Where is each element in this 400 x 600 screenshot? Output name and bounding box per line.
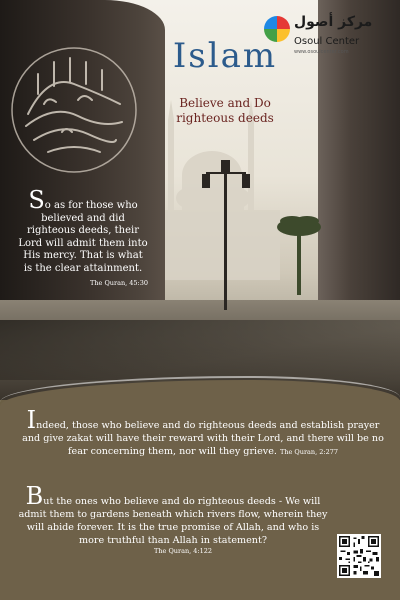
quote-dropcap: S [28,186,45,214]
floor-shadow [0,320,400,380]
logo-url: www.osoulcenter.com [294,49,349,55]
quote-dropcap: B [25,482,44,510]
quote-dropcap: I [26,406,37,434]
palm-tree [274,205,324,295]
quote-reference: The Quran, 4:122 [154,547,212,555]
quote-text: ut the ones who believe and do righteous deeds - We will admit them to gardens beneath which rivers flow, wherein they will abide forever. It is the true promise of Allah, and who is more truthful than Allah in statement? [18,496,328,546]
lamp-post [196,150,256,310]
logo-name: Osoul Center [294,36,360,47]
quote-2-277 [18,406,388,459]
quote-text: o as for those who believed and did righteous deeds, their Lord will admit them into His mercy. That is what is the clear attainment. [18,200,148,274]
qr-code[interactable] [337,534,381,578]
page-subtitle: Believe and Do righteous deeds [176,96,274,125]
page-title: Islam [172,36,278,76]
quote-45-30 [18,186,148,290]
quote-4-122 [14,482,332,556]
quote-reference: The Quran, 2:277 [280,448,338,456]
calligraphy-medallion [8,44,140,176]
quote-text: ndeed, those who believe and do righteous deeds and establish prayer and give zakat will have their reward with their Lord, and there will be no fear concerning them, nor will they grieve. [22,420,384,457]
quote-reference: The Quran, 45:30 [90,279,148,287]
logo-arabic-text: مركز أصول [294,14,373,30]
